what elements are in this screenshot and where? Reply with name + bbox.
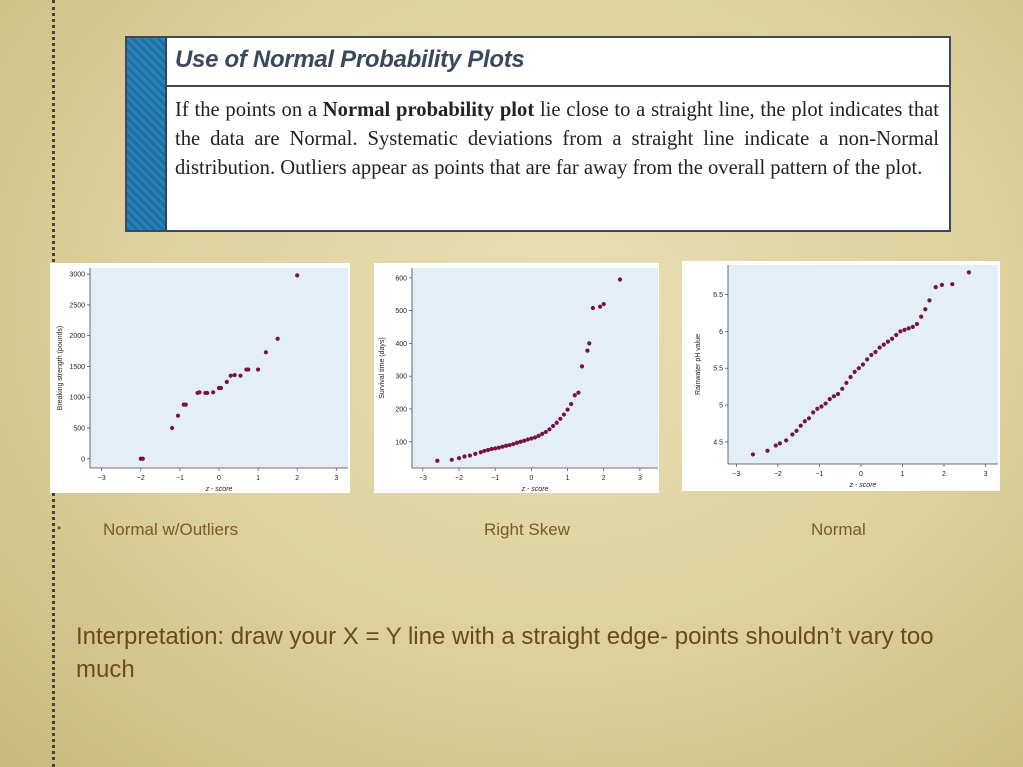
data-point [508,443,512,447]
bullet-marker: • [57,521,62,535]
data-point [205,391,209,395]
data-point [211,390,215,394]
data-point [462,454,466,458]
data-point [778,441,782,445]
data-point [832,394,836,398]
caption-normal-outliers: Normal w/Outliers [103,520,239,539]
x-tick-label: −3 [732,471,741,478]
x-tick-label: −1 [491,475,500,482]
data-point [824,401,828,405]
data-point [765,449,769,453]
data-point [518,440,522,444]
data-point [264,350,268,354]
data-point [500,445,504,449]
x-tick-label: −2 [136,475,145,482]
x-axis-label: z - score [205,486,233,493]
data-point [878,345,882,349]
box-body-text [175,96,939,183]
data-point [602,302,606,306]
data-point [489,447,493,451]
chart-right-skew [374,263,659,493]
plot-area [90,268,348,468]
data-point [562,412,566,416]
y-tick-label: 5.5 [713,365,723,373]
chart-svg-0 [50,263,350,493]
data-point [540,432,544,436]
x-tick-label: 0 [858,471,863,478]
box-body-bold: Normal probability plot [322,99,535,121]
data-point [799,424,803,428]
data-point [873,350,877,354]
x-tick-label: 0 [217,475,221,482]
data-point [493,446,497,450]
data-point [450,458,454,462]
data-point [803,419,807,423]
x-tick-label: 1 [565,475,570,482]
data-point [276,337,280,341]
y-tick-label: 4.5 [713,439,723,447]
data-point [751,452,755,456]
y-tick-label: 600 [395,275,407,283]
box-title: Use of Normal Probability Plots [175,46,525,73]
data-point [591,306,595,310]
y-axis-label: Breaking strength (pounds) [57,325,64,411]
data-point [915,322,919,326]
data-point [886,340,890,344]
x-tick-label: 1 [900,471,905,478]
data-point [857,366,861,370]
data-point [784,438,788,442]
data-point [950,282,954,286]
data-point [967,270,971,274]
data-point [170,426,174,430]
data-point [848,375,852,379]
x-tick-label: 2 [601,475,606,482]
box-divider [165,85,949,87]
data-point [225,380,229,384]
data-point [894,333,898,337]
data-point [890,337,894,341]
data-point [295,273,299,277]
data-point [504,444,508,448]
x-tick-label: 1 [256,475,261,482]
data-point [141,457,145,461]
chart-normal [682,261,1000,491]
data-point [184,403,188,407]
y-tick-label: 6.5 [713,291,723,299]
data-point [902,328,906,332]
data-point [861,362,865,366]
data-point [435,459,439,463]
x-axis-label: z - score [849,482,877,489]
y-axis-label: Survival time (days) [379,337,386,399]
data-point [919,314,923,318]
data-point [815,407,819,411]
data-point [569,402,573,406]
y-tick-label: 5 [719,402,723,410]
x-tick-label: 3 [334,475,339,482]
data-point [547,427,551,431]
data-point [618,277,622,281]
y-tick-label: 1500 [69,363,85,371]
data-point [515,441,519,445]
x-tick-label: −3 [418,475,427,482]
x-tick-label: −1 [815,471,824,478]
data-point [551,424,555,428]
data-point [497,446,501,450]
data-point [598,305,602,309]
data-point [836,392,840,396]
data-point [923,307,927,311]
data-point [526,437,530,441]
data-point [585,349,589,353]
data-point [544,430,548,434]
data-point [774,443,778,447]
data-point [565,408,569,412]
x-tick-label: 2 [295,475,300,482]
data-point [819,404,823,408]
data-point [176,414,180,418]
x-tick-label: 0 [529,475,534,482]
y-axis-label: Rainwater pH value [695,333,702,396]
data-point [473,452,477,456]
data-point [256,367,260,371]
caption-right-skew: Right Skew [484,520,570,539]
data-point [533,435,537,439]
data-point [537,434,541,438]
data-point [511,442,515,446]
data-point [869,353,873,357]
data-point [479,450,483,454]
data-point [580,364,584,368]
y-tick-label: 0 [81,456,85,464]
x-tick-label: −2 [455,475,464,482]
data-point [558,417,562,421]
data-point [229,374,233,378]
data-point [840,387,844,391]
data-point [940,283,944,287]
caption-normal: Normal [811,520,866,539]
data-point [811,410,815,414]
box-body-pre: If the points on a [175,99,323,121]
data-point [911,325,915,329]
data-point [573,393,577,397]
data-point [482,449,486,453]
y-tick-label: 3000 [69,271,85,279]
y-tick-label: 100 [395,439,407,447]
x-tick-label: 3 [637,475,642,482]
y-tick-label: 2500 [69,302,85,310]
chart-svg-2 [682,261,1000,491]
data-point [828,397,832,401]
data-point [898,329,902,333]
x-tick-label: −2 [773,471,782,478]
data-point [865,357,869,361]
data-point [219,386,223,390]
box-body-post: lie close to a straight line, the plot indicates that the data are Normal. Systematic deviations from a straight line indicate a non-Normal distribution. Outliers appear as points that are far away from the overall pattern of the plot. [175,99,939,179]
data-point [555,421,559,425]
data-point [457,456,461,460]
y-tick-label: 400 [395,340,407,348]
interpretation-text: Interpretation: draw your X = Y line with a straight edge- points shouldn’t vary too much [76,623,934,683]
data-point [522,439,526,443]
x-tick-label: −3 [97,475,106,482]
x-tick-label: −1 [175,475,184,482]
data-point [934,285,938,289]
data-point [587,341,591,345]
data-point [844,381,848,385]
data-point [576,390,580,394]
data-point [529,436,533,440]
data-point [233,373,237,377]
data-point [882,343,886,347]
data-point [907,326,911,330]
chart-svg-1 [374,263,659,493]
data-point [807,416,811,420]
y-tick-label: 2000 [69,333,85,341]
chart-normal-outliers [50,263,350,493]
y-tick-label: 200 [395,406,407,414]
data-point [238,374,242,378]
y-tick-label: 6 [719,328,723,336]
data-point [794,429,798,433]
data-point [927,298,931,302]
data-point [468,453,472,457]
definition-box [125,36,951,232]
y-tick-label: 500 [73,425,85,433]
data-point [246,367,250,371]
y-tick-label: 300 [395,373,407,381]
data-point [853,370,857,374]
box-accent-stripe [127,38,167,230]
data-point [790,432,794,436]
x-tick-label: 3 [983,471,988,478]
data-point [197,390,201,394]
x-tick-label: 2 [942,471,946,478]
data-point [486,448,490,452]
y-tick-label: 1000 [69,394,85,402]
x-axis-label: z - score [521,486,549,493]
y-tick-label: 500 [395,308,407,316]
